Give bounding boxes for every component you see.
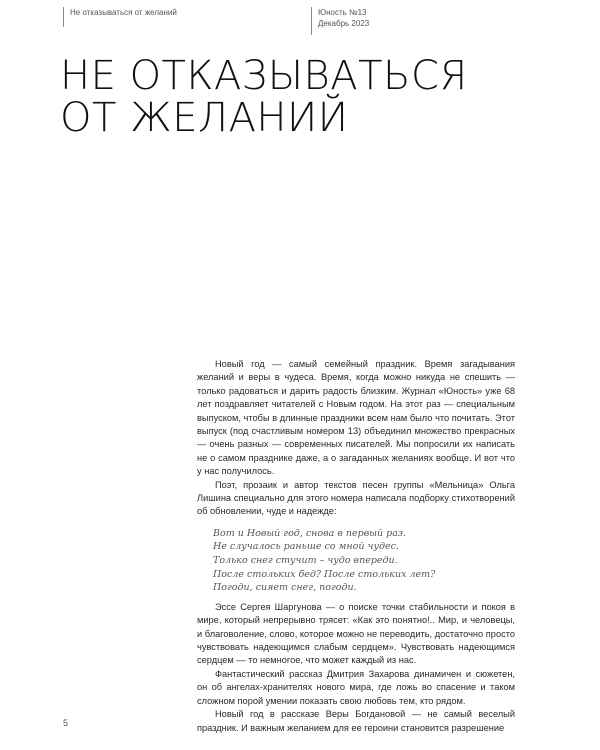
paragraph-bogdanova: Новый год в рассказе Веры Богдановой — не самый веселый праздник. И важным желанием для ее героини становится разрешение — [197, 709, 515, 733]
paragraph-zakharov: Фантастический рассказ Дмитрия Захарова динамичен и сюжетен, он об ангелах-хранителях нового мира, где ложь во спасение и таком сложном порой умении показать свою любовь тем, кто рядом. — [197, 668, 515, 706]
poem-excerpt — [213, 527, 515, 595]
running-header-issue — [311, 7, 451, 35]
poem-line-1: Вот и Новый год, снова в первый раз. — [213, 527, 407, 539]
poem-line-5: Погоди, сияет снег, погоди. — [213, 582, 357, 594]
poem-line-3: Только снег стучит – чудо впереди. — [213, 555, 398, 567]
running-header-text: Не отказываться от желаний — [70, 8, 177, 17]
paragraph-lishina: Поэт, прозаик и автор текстов песен группы «Мельница» Ольга Лишина специально для этого номера написала подборку стихотворений об обновлении, чуде и надежде: — [197, 479, 515, 517]
article-body — [197, 358, 515, 735]
poem-line-2: Не случалось раньше со мной чудес. — [213, 541, 399, 553]
article-title — [60, 55, 580, 139]
issue-date: Декабрь 2023 — [318, 19, 370, 28]
magazine-issue: Юность №13 — [318, 8, 367, 17]
article-title-line-2: ОТ ЖЕЛАНИЙ — [60, 95, 349, 141]
running-header-section — [63, 7, 263, 27]
paragraph-shargunov: Эссе Сергея Шаргунова — о поиске точки стабильности и покоя в мире, который непрерывно трясет: «Как это понятно!.. Мир, и человецы, и благоволение, слово, которое можно не переводить, достаточно просто чувствовать надеющимся слабым сердцем». Чувствовать надеющимся сердцем — то немногое, что может каждый из нас. — [197, 601, 515, 666]
paragraph-intro: Новый год — самый семейный праздник. Время загадывания желаний и веры в чудеса. Время, когда можно никуда не спешить — только радоваться и дарить радость близким. Журнал «Юность» уже 68 лет поздравляет читателей с Новым годом. На этот раз — специальным выпуском, чтобы в длинные праздники всем нам было что почитать. Этот выпуск (под счастливым номером 13) объединил множество прекрасных — очень разных — современных писателей. Мы попросили их написать не о самом празднике даже, а о загаданных желаниях вообще. И вот что у нас получилось. — [197, 359, 515, 477]
poem-line-4: После стольких бед? После стольких лет? — [213, 568, 436, 580]
page-number: 5 — [63, 718, 69, 728]
article-title-line-1: НЕ ОТКАЗЫВАТЬСЯ — [60, 53, 468, 99]
